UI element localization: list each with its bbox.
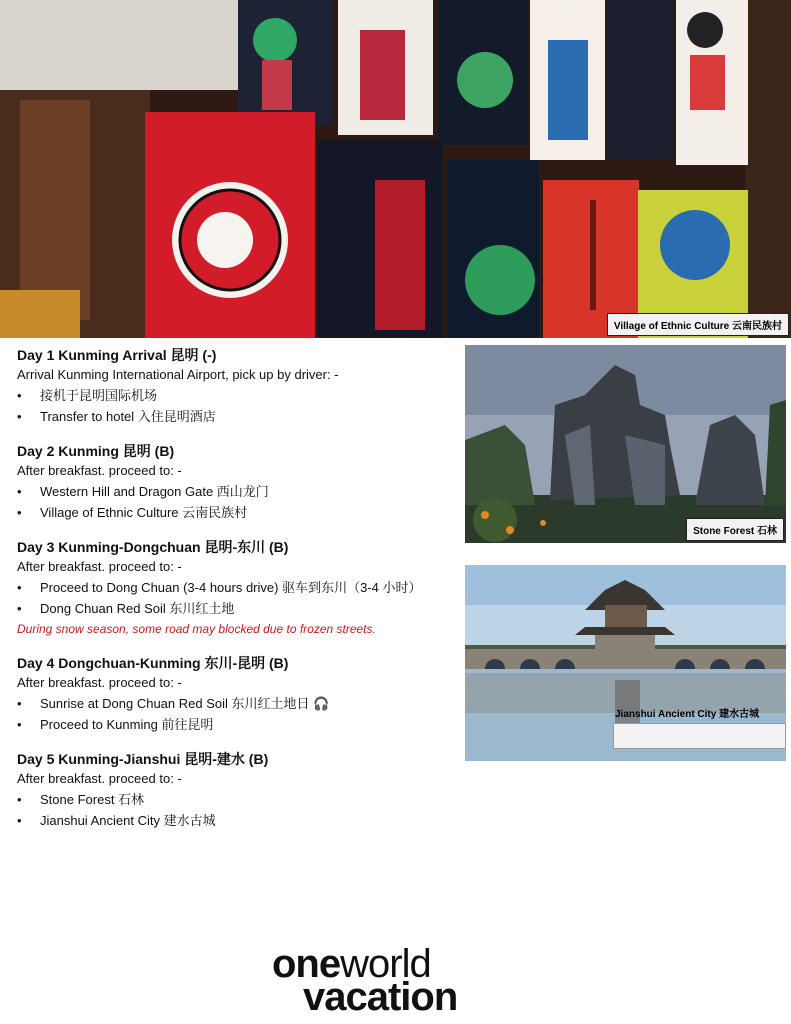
day-title: Day 2 Kunming 昆明 (B) (17, 443, 175, 459)
day-intro: Arrival Kunming International Airport, pick up by driver: - (17, 367, 339, 382)
hero-caption: Village of Ethnic Culture 云南民族村 (607, 313, 789, 336)
day-items (17, 789, 457, 831)
day-intro: After breakfast. proceed to: - (17, 675, 182, 690)
day-1 (17, 345, 457, 427)
list-item: • Western Hill and Dragon Gate 西山龙门 (17, 481, 457, 502)
logo-vacation: vacation (303, 975, 458, 1019)
stone-forest-caption: Stone Forest 石林 (686, 518, 784, 541)
list-item: • Stone Forest 石林 (17, 789, 457, 810)
list-item: • Transfer to hotel 入住昆明酒店 (17, 406, 457, 427)
day-title: Day 4 Dongchuan-Kunming 东川-昆明 (B) (17, 655, 289, 671)
day-intro: After breakfast. proceed to: - (17, 559, 182, 574)
day-items (17, 577, 457, 619)
list-item: • Proceed to Dong Chuan (3-4 hours drive) 驱车到东川（3-4 小时） (17, 577, 457, 598)
stone-forest-illustration (465, 345, 786, 543)
snow-season-warning: During snow season, some road may blocked due to frozen streets. (17, 622, 376, 636)
day-items (17, 481, 457, 523)
logo-one: one (272, 942, 341, 986)
list-item: • Sunrise at Dong Chuan Red Soil 东川红土地日 🎧 (17, 693, 457, 714)
jianshui-photo (465, 565, 786, 761)
hero-photo-ethnic-culture (0, 0, 791, 338)
day-title: Day 1 Kunming Arrival 昆明 (-) (17, 347, 217, 363)
list-item: • Jianshui Ancient City 建水古城 (17, 810, 457, 831)
oneworld-vacation-logo (272, 942, 522, 1019)
list-item: • Proceed to Kunming 前往昆明 (17, 714, 457, 735)
day-intro: After breakfast. proceed to: - (17, 463, 182, 478)
day-3 (17, 537, 457, 639)
stone-forest-photo (465, 345, 786, 543)
list-item: • Dong Chuan Red Soil 东川红土地 (17, 598, 457, 619)
day-5 (17, 749, 457, 831)
jianshui-caption: Jianshui Ancient City 建水古城 (615, 709, 760, 720)
list-item: • Village of Ethnic Culture 云南民族村 (17, 502, 457, 523)
day-2 (17, 441, 457, 523)
day-items (17, 693, 457, 735)
hero-illustration (0, 0, 791, 338)
day-intro: After breakfast. proceed to: - (17, 771, 182, 786)
day-items (17, 385, 457, 427)
logo-world: world (340, 942, 431, 986)
day-4 (17, 653, 457, 735)
day-title: Day 5 Kunming-Jianshui 昆明-建水 (B) (17, 751, 269, 767)
itinerary (17, 345, 457, 845)
day-title: Day 3 Kunming-Dongchuan 昆明-东川 (B) (17, 539, 289, 555)
jianshui-caption-box (613, 723, 786, 749)
list-item: • 接机于昆明国际机场 (17, 385, 457, 406)
